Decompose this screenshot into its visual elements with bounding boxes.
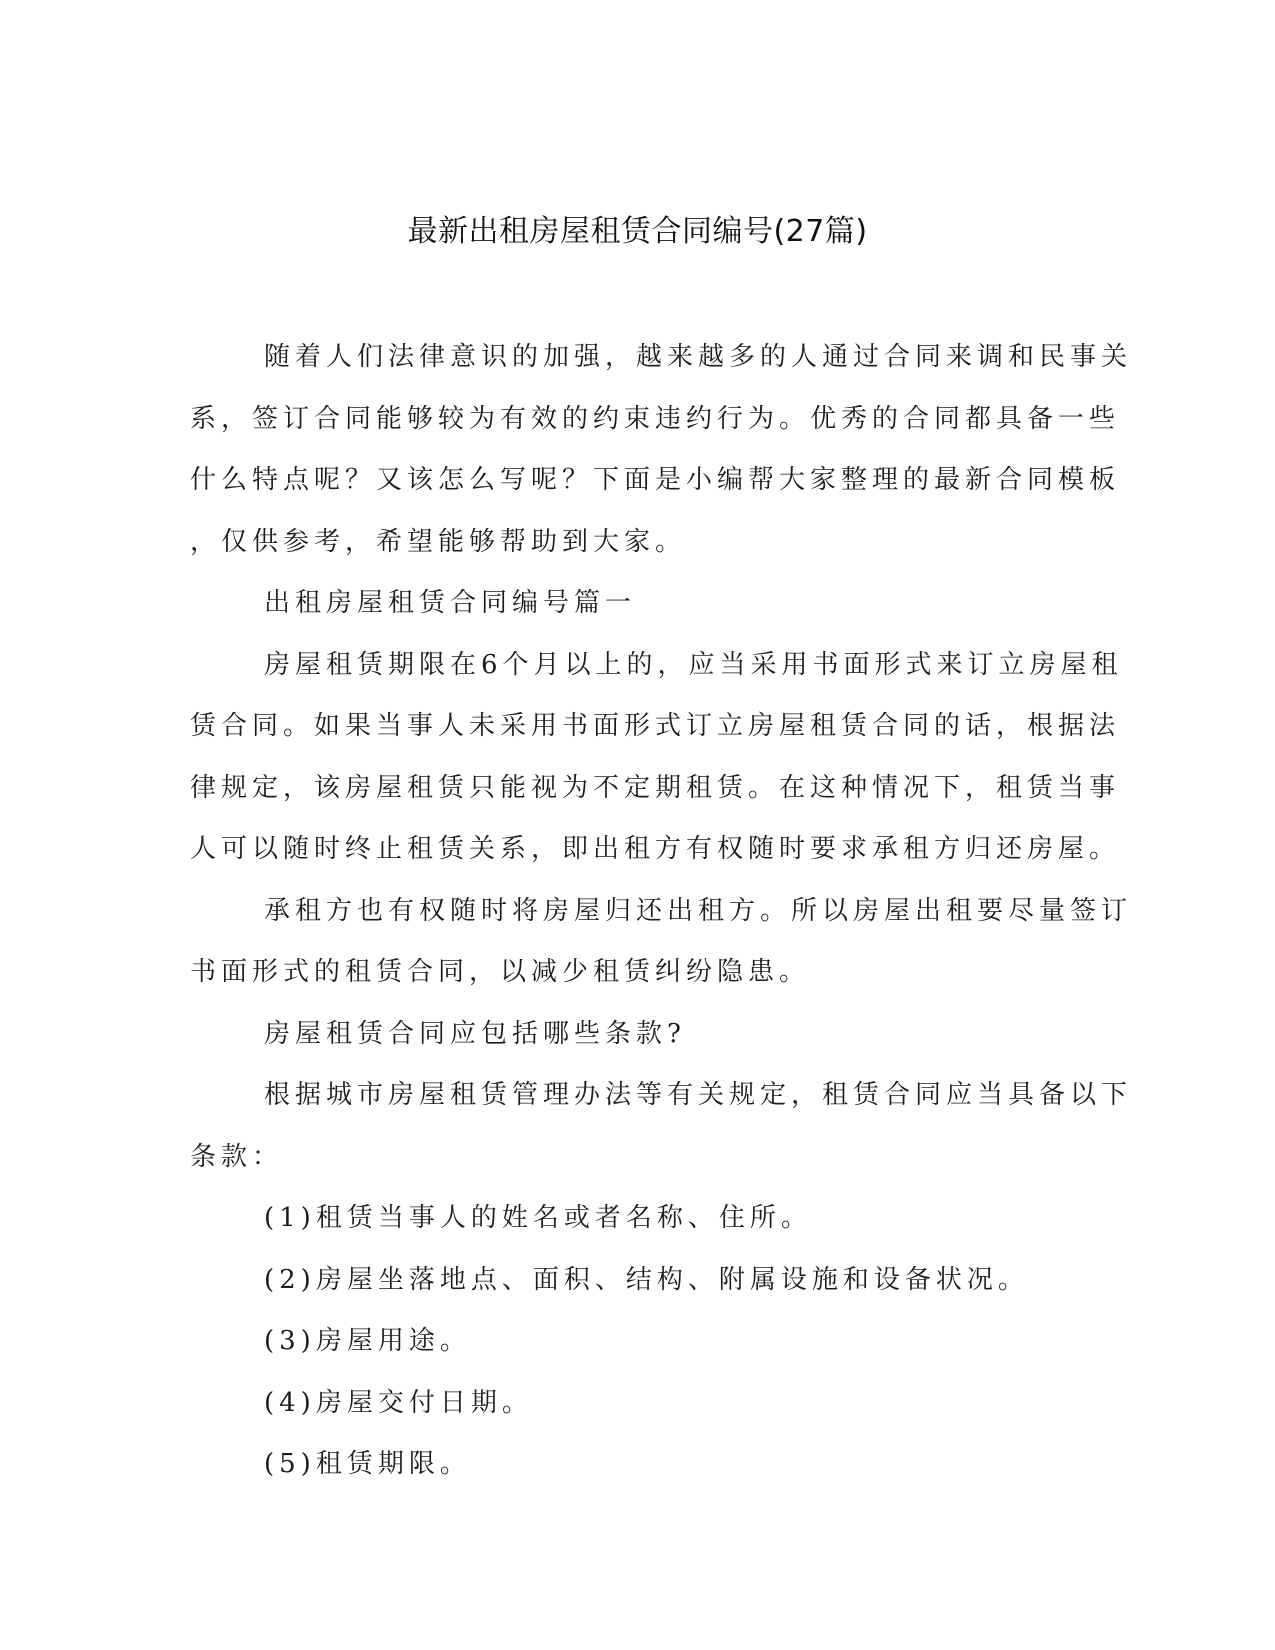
text-line: 出租房屋租赁合同编号篇一 [264, 588, 637, 618]
list-item [190, 1188, 1080, 1250]
document-body [190, 327, 1133, 1496]
text-line: 承租方也有权随时将房屋归还出租方。所以房屋出租要尽量签订 [264, 895, 1133, 926]
paragraph [190, 1065, 1133, 1188]
text-line: 人可以随时终止租赁关系，即出租方有权随时要求承租方归还房屋。 [190, 834, 1121, 864]
list-item [190, 1311, 1080, 1373]
text-line: (4)房屋交付日期。 [264, 1387, 533, 1418]
text-line: 书面形式的租赁合同，以减少租赁纠纷隐患。 [190, 957, 811, 987]
text-line: 什么特点呢？又该怎么写呢？下面是小编帮大家整理的最新合同模板 [190, 465, 1121, 495]
list-item [190, 1373, 1080, 1435]
section-heading [190, 573, 1080, 635]
text-line: 房屋租赁合同应包括哪些条款? [264, 1018, 686, 1049]
document-title: 最新出租房屋租赁合同编号(27篇) [407, 214, 868, 249]
text-line: 随着人们法律意识的加强，越来越多的人通过合同来调和民事关 [264, 342, 1133, 372]
text-line: ，仅供参考，希望能够帮助到大家。 [190, 526, 687, 557]
paragraph [190, 881, 1133, 1004]
list-item [190, 1434, 1080, 1496]
paragraph [190, 1004, 1080, 1066]
text-line: 根据城市房屋租赁管理办法等有关规定，租赁合同应当具备以下 [264, 1080, 1133, 1110]
text-line: 房屋租赁期限在6个月以上的，应当采用书面形式来订立房屋租 [264, 649, 1123, 680]
text-line: (2)房屋坐落地点、面积、结构、附属设施和设备状况。 [264, 1264, 1029, 1295]
text-line: 赁合同。如果当事人未采用书面形式订立房屋租赁合同的话，根据法 [190, 711, 1121, 741]
text-line: (1)租赁当事人的姓名或者名称、住所。 [264, 1203, 812, 1233]
text-line: 律规定，该房屋租赁只能视为不定期租赁。在这种情况下，租赁当事 [190, 772, 1121, 803]
text-line: 系，签订合同能够较为有效的约束违约行为。优秀的合同都具备一些 [190, 403, 1121, 434]
list-item [190, 1250, 1080, 1312]
text-line: 条款： [190, 1141, 284, 1172]
text-line: (5)租赁期限。 [264, 1449, 471, 1479]
text-line: (3)房屋用途。 [264, 1326, 471, 1356]
paragraph [190, 327, 1133, 573]
paragraph [190, 635, 1123, 881]
